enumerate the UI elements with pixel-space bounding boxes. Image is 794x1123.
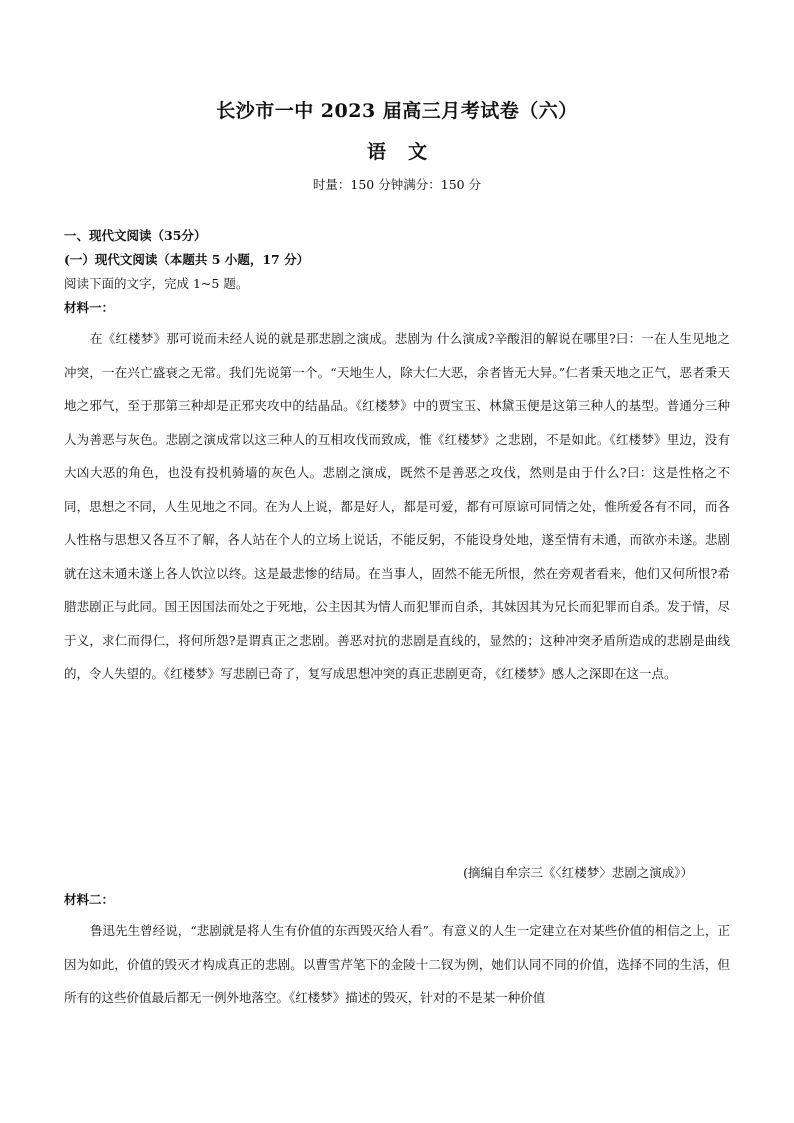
subsection-heading: (一）现代文阅读（本题共 5 小题，17 分） <box>64 252 310 267</box>
material2-paragraph: 鲁迅先生曾经说，“悲剧就是将人生有价值的东西毁灭给人看”。有意义的人生一定建立在对某些价值的相信之上，正因为如此，价值的毁灭才构成真正的悲剧。以曹雪芹笔下的金陵十二钗为例，她们认同不同的价值，选择不同的生活，但所有的这些价值最后都无一例外地落空。《红楼梦》描述的毁灭，针对的不是某一种价值 <box>64 923 730 1005</box>
instruction-text: 阅读下面的文字，完成 1~5 题。 <box>64 276 249 291</box>
time-info: 时量：150 分钟满分：150 分 <box>312 177 482 192</box>
material2-label: 材料二： <box>64 892 115 907</box>
part1-heading: 一、现代文阅读（35分） <box>64 228 207 243</box>
exam-title: 长沙市一中 2023 届高三月考试卷（六） <box>216 100 578 122</box>
material1-source: (摘编自牟宗三《〈红楼梦〉悲剧之演成》） <box>463 865 693 880</box>
subject-title <box>0 137 794 164</box>
material1-paragraph: 在《红楼梦》那可说而未经人说的就是那悲剧之演成。悲剧为 什么演成?辛酸泪的解说在哪里?曰：一在人生见地之冲突，一在兴亡盛衰之无常。我们先说第一个。“天地生人，除大仁大恶，余者皆无大异。”仁者秉天地之正气，恶者秉天地之邪气，至于那第三种却是正邪夹攻中的结晶品。《红楼梦》中的贾宝玉、林黛玉便是这第三种人的基型。普通分三种人为善恶与灰色。悲剧之演成常以这三种人的互相攻伐而致成，惟《红楼梦》之悲剧，不是如此。《红楼梦》里边，没有大凶大恶的角色，也没有投机骑墙的灰色人。悲剧之演成，既然不是善恶之攻伐，然则是由于什么?曰：这是性格之不同，思想之不同，人生见地之不同。在为人上说，都是好人，都是可爱，都有可原谅可同情之处，惟所爱各有不同，而各人性格与思想又各互不了解，各人站在个人的立场上说话，不能反躬，不能设身处地，遂至情有未通，而欲亦未遂。悲剧就在这未通未遂上各人饮泣以终。这是最悲惨的结局。在当事人，固然不能无所恨，然在旁观者看来，他们又何所恨?希腊悲剧正与此同。国王因国法而处之于死地，公主因其为情人而犯罪而自杀，其妹因其为兄长而犯罪而自杀。发于情，尽于义，求仁而得仁，将何所怨?是谓真正之悲剧。善恶对抗的悲剧是直线的，显然的；这种冲突矛盾所造成的悲剧是曲线的，令人失望的。《红楼梦》写悲剧已奇了，复写成思想冲突的真正悲剧更奇，《红楼梦》感人之深即在这一点。 <box>64 331 730 681</box>
material1-label: 材料一： <box>64 300 115 315</box>
subject-text: 语文 <box>366 141 449 163</box>
